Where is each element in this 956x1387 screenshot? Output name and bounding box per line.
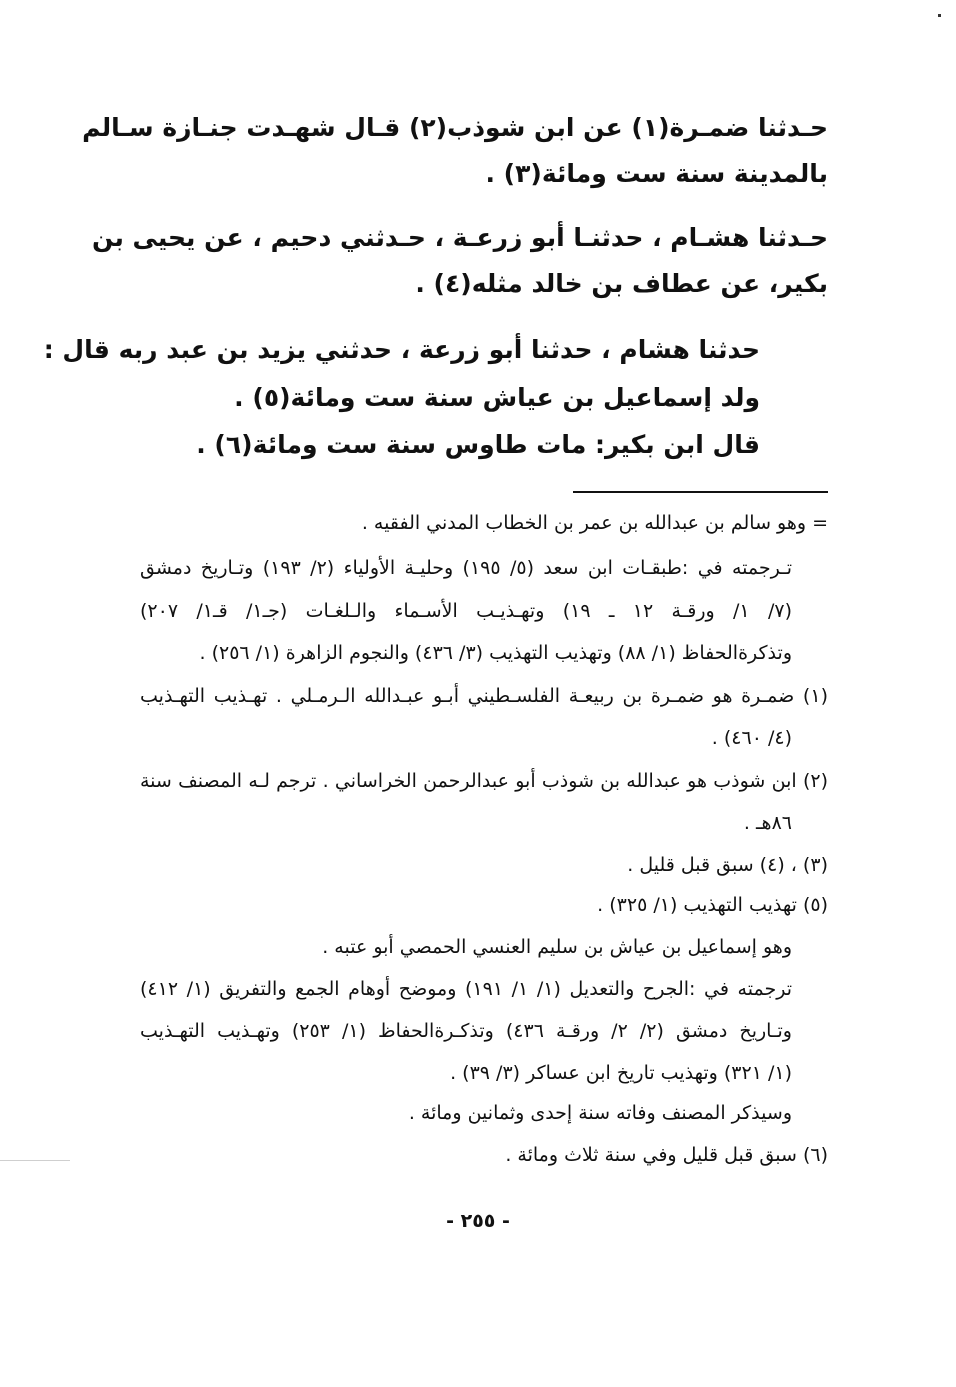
footnote-continuation-line-4: وتذكرةالحفاظ (١/ ٨٨) وتهذيب التهذيب (٣/ ٤٣٦) والنجوم الزاهرة (١/ ٢٥٦) . (199, 642, 792, 664)
footnote-6-line-1: (٦) سبق قبل قليل وفي سنة ثلاث ومائة . (505, 1144, 828, 1166)
paragraph-4-line-1: قال ابن بكير: مات طاوس سنة ست ومائة(٦) . (196, 430, 760, 459)
footnote-5-line-6: وسيذكر المصنف وفاته سنة إحدى وثمانين ومائة . (408, 1102, 792, 1124)
footnote-5-line-1: (٥) تهذيب التهذيب (١/ ٣٢٥) . (597, 894, 828, 916)
footnote-5-line-3: ترجمته في :الجرح والتعديل (١/ ١/ ١٩١) وموضح أوهام الجمع والتفريق (١/ ٤١٢) (140, 978, 792, 1000)
footnote-continuation-line-3: (٧/ ١/ ورقـة ١٢ ـ ١٩) وتهـذيـب الأسـماء والـلغـات (جـ١/ قـ١/ ٢٠٧) (140, 600, 792, 622)
footnote-3-4-line: (٣) ، (٤) سبق قبل قليل . (627, 854, 828, 876)
paragraph-2-line-2: بكير، عن عطاف بن خالد مثله(٤) . (415, 269, 828, 298)
footnote-separator (573, 491, 828, 493)
footnote-1-line-2: (٤/ ٤٦٠) . (711, 727, 792, 749)
footnote-continuation-line-1: = وهو سالم بن عبدالله بن عمر بن الخطاب المدني الفقيه . (361, 512, 828, 534)
scan-edge-mark (0, 1160, 70, 1161)
paragraph-2-line-1: حـدثنا هشـام ، حدثنـا أبو زرعـة ، حـدثني دحيم ، عن يحيى بن (91, 223, 828, 252)
footnote-2-line-2: ٨٦هـ . (743, 812, 792, 834)
footnote-5-line-4: وتـاريخ دمشق (٢/ ٢/ ورقـة ٤٣٦) وتذكـرةالحفاظ (١/ ٢٥٣) وتهـذيب التهـذيب (140, 1020, 792, 1042)
page-number: - ٢٥٥ - (446, 1210, 510, 1232)
paragraph-3-line-2: ولد إسماعيل بن عياش سنة ست ومائة(٥) . (234, 383, 760, 412)
footnote-2-line-1: (٢) ابن شوذب هو عبدالله بن شوذب أبو عبدالرحمن الخراساني . ترجم لـه المصنف سنة (140, 770, 828, 792)
footnote-5-line-5: (١/ ٣٢١) وتهذيب تاريخ ابن عساكر (٣/ ٣٩) . (450, 1062, 792, 1084)
footnote-continuation-line-2: تـرجمته في :طبقـات ابن سعد (٥/ ١٩٥) وحليـة الأولياء (٢/ ١٩٣) وتـاريخ دمشق (140, 557, 792, 579)
corner-speck (938, 14, 941, 17)
footnote-5-line-2: وهو إسماعيل بن عياش بن سليم العنسي الحمصي أبو عتبه . (322, 936, 792, 958)
footnote-1-line-1: (١) ضمـرة هو ضمـرة بن ربيعـة الفلسـطيني أبـو عبـدالله الـرمـلي . تهـذيب التهـذيب (140, 685, 828, 707)
paragraph-1-line-1: حـدثنا ضمـرة(١) عن ابن شوذب(٢) قـال شهـدت جنـازة سـالم (82, 113, 828, 142)
paragraph-1-line-2: بالمدينة سنة ست ومائة(٣) . (485, 159, 828, 188)
paragraph-3-line-1: حدثنا هشام ، حدثنا أبو زرعة ، حدثني يزيد بن عبد ربه قال : (43, 335, 760, 364)
